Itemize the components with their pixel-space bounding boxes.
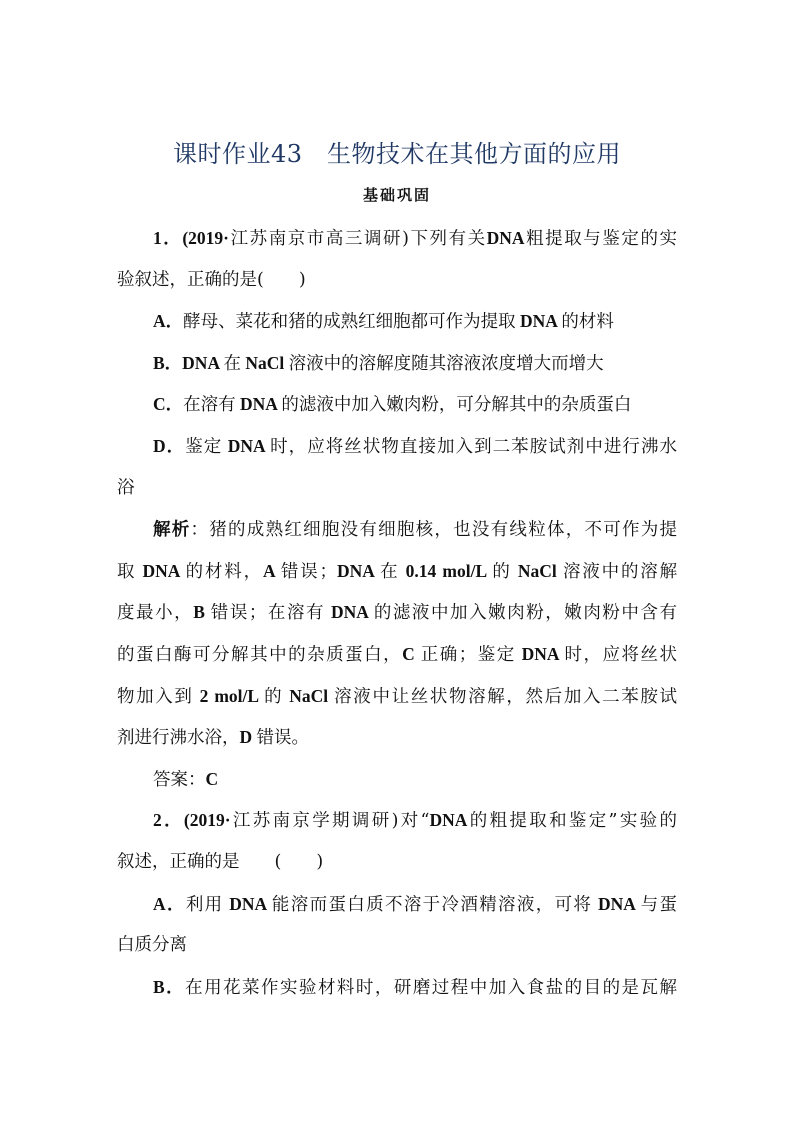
text-segment: B． (153, 976, 186, 997)
text-segment: C (205, 768, 219, 789)
text-segment: )对“ (391, 811, 430, 832)
text-line (117, 260, 677, 302)
text-segment: 解析 (153, 519, 191, 540)
text-segment: NaCl (283, 685, 335, 706)
text-segment: 与蛋 (640, 894, 677, 915)
text-segment: 在 (223, 353, 241, 374)
text-segment: 粗提取与鉴定的实 (524, 229, 677, 249)
text-line (117, 800, 677, 842)
text-segment: 的滤液中加入嫩肉粉，可分解其中的杂质蛋白 (281, 395, 632, 416)
document-body (117, 218, 677, 1008)
text-segment: DNA (486, 228, 525, 248)
text-segment: B．DNA (153, 352, 224, 373)
text-segment: 鉴定 (185, 436, 223, 457)
text-segment: 错误；在溶有 (210, 603, 326, 624)
text-segment: D (239, 727, 257, 748)
text-segment: 度最小， (117, 603, 194, 624)
text-segment: 1．(2019· (153, 228, 230, 248)
text-segment: C． (153, 394, 184, 415)
text-segment: 在 (380, 561, 400, 582)
text-segment: 溶液中让丝状物溶解，然后加入二苯胺试 (334, 686, 677, 707)
text-segment: 能溶而蛋白质不溶于冷酒精溶液，可将 (271, 894, 593, 915)
text-segment: 叙述，正确的是 ( ) (117, 851, 324, 872)
text-segment: 的材料， (185, 561, 263, 582)
text-line (117, 634, 677, 676)
text-segment: 在溶有 (183, 395, 236, 416)
text-line (117, 759, 677, 801)
text-segment: DNA (223, 893, 272, 914)
text-segment: 时，应将丝状 (564, 644, 677, 665)
text-line (117, 592, 677, 634)
text-segment: DNA (592, 893, 641, 914)
text-segment: 剂进行沸水浴， (117, 728, 240, 749)
text-segment: 溶液中的溶解度随其溶液浓度增大而增大 (288, 353, 604, 374)
text-line (117, 301, 677, 343)
text-segment: 取 (117, 561, 137, 582)
text-segment: D． (153, 435, 186, 456)
text-segment: 的粗提取和鉴定”实验的 (467, 811, 677, 832)
text-segment: ：猪的成熟红细胞没有细胞核，也没有线粒体，不可作为提 (190, 520, 677, 541)
text-segment: B (193, 602, 211, 623)
text-line (117, 967, 677, 1009)
text-segment: 浴 (117, 477, 135, 498)
text-segment: A． (153, 893, 186, 914)
text-segment: 利用 (185, 894, 224, 915)
text-segment: NaCl (511, 560, 563, 581)
text-line (117, 551, 677, 593)
text-segment: 错误； (280, 561, 337, 582)
text-segment: NaCl (241, 352, 289, 373)
text-segment: 答案： (153, 769, 206, 790)
text-segment: 错误。 (256, 728, 310, 749)
text-segment: 的 (492, 561, 512, 582)
text-segment: DNA (515, 643, 565, 664)
text-segment: 时，应将丝状物直接加入到二苯胺试剂中进行沸水 (270, 436, 677, 457)
text-segment: 2．(2019· (153, 810, 231, 831)
text-segment: 0.14 mol/L (399, 560, 493, 581)
text-segment: A． (153, 311, 184, 332)
text-segment: DNA (429, 810, 468, 831)
text-segment: 的蛋白酶可分解其中的杂质蛋白， (117, 644, 403, 665)
text-segment: DNA (136, 560, 186, 581)
text-line (117, 717, 677, 759)
text-segment: DNA (235, 394, 282, 415)
text-line (117, 509, 677, 551)
section-heading: 基础巩固 (362, 186, 431, 204)
text-line (117, 925, 677, 967)
text-segment: )下列有关 (402, 229, 487, 249)
text-segment: 江苏南京市高三调研 (229, 229, 403, 249)
text-segment: 2 mol/L (193, 685, 265, 706)
text-segment: 酵母、菜花和猪的成熟红细胞都可作为提取 (183, 312, 516, 333)
text-segment: DNA (515, 311, 562, 332)
text-segment: 在用花菜作实验材料时，研磨过程中加入食盐的目的是瓦解 (185, 977, 677, 998)
text-segment: DNA (222, 435, 271, 456)
text-line (117, 884, 677, 926)
text-segment: A (262, 560, 281, 581)
text-segment: DNA (336, 560, 381, 581)
text-line (117, 384, 677, 426)
text-line (117, 426, 677, 468)
text-line (117, 218, 677, 260)
text-segment: 验叙述，正确的是( ) (117, 269, 306, 290)
page-title: 课时作业43 生物技术在其他方面的应用 (172, 140, 622, 168)
text-segment: 的 (264, 686, 284, 707)
text-segment: 的滤液中加入嫩肉粉，嫩肉粉中含有 (373, 603, 677, 624)
text-line (117, 468, 677, 510)
text-segment: 物加入到 (117, 686, 194, 707)
text-line (117, 343, 677, 385)
text-segment: 白质分离 (117, 935, 187, 956)
text-segment: 的材料 (561, 312, 614, 333)
text-segment: 溶液中的溶解 (563, 561, 677, 582)
text-line (117, 676, 677, 718)
text-segment: 正确；鉴定 (420, 644, 516, 665)
text-segment: C (402, 643, 421, 664)
text-segment: DNA (325, 602, 374, 623)
text-line (117, 842, 677, 884)
text-segment: 江苏南京学期调研 (230, 811, 392, 832)
